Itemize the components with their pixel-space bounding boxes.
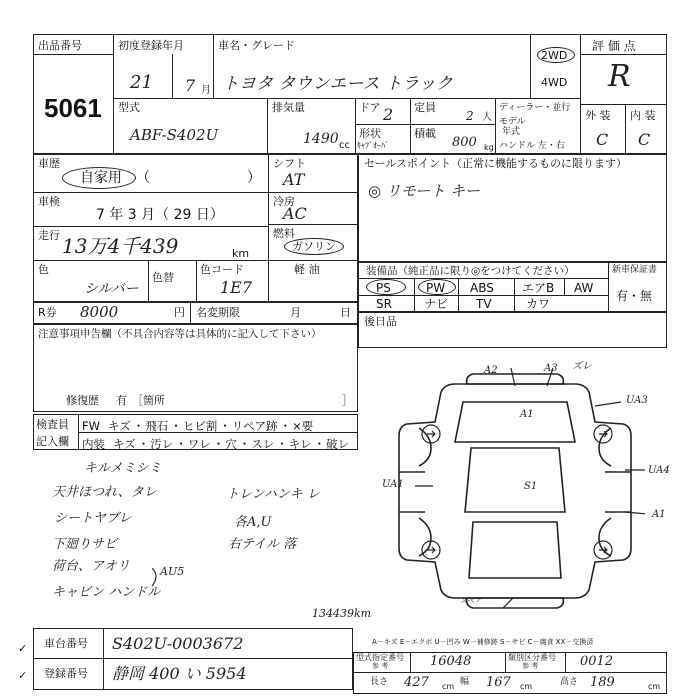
equip-tv: TV	[476, 297, 492, 311]
displacement-label: 排気量	[272, 101, 305, 114]
length-value: 427	[404, 675, 429, 690]
lot-number: 5061	[44, 93, 102, 123]
inspector-item: ×要	[292, 419, 314, 433]
drive-2wd: 2WD	[541, 49, 568, 62]
chassis-label: 車台番号	[44, 637, 88, 650]
first-reg-label: 初度登録年月	[118, 39, 184, 52]
inspector-item: FW	[82, 419, 100, 433]
drive-4wd: 4WD	[541, 76, 568, 89]
handwritten-note: 右テイル 落	[228, 537, 297, 552]
color-label: 色	[38, 263, 49, 276]
rating-value: R	[608, 59, 631, 94]
inspector-item: ・	[132, 419, 145, 433]
height-unit: cm	[648, 682, 661, 691]
month-suffix: 月	[201, 85, 211, 96]
inspector-item: ・	[279, 419, 292, 433]
type-code-sub: 参 考	[372, 662, 389, 670]
vehicle-diagram	[385, 362, 645, 622]
handwritten-note: 荷台、アオリ	[52, 559, 130, 574]
inspector-item: ・	[238, 437, 251, 451]
load-label: 積載	[414, 127, 436, 140]
sales-label: セールスポイント（正常に機能するものに限ります）	[364, 157, 628, 170]
color-change-label: 色替	[152, 271, 174, 284]
damage-mark: UA3	[626, 395, 648, 406]
equip-ps: PS	[376, 281, 391, 295]
check-mark-2: ✓	[18, 669, 28, 682]
doors-value: 2	[383, 105, 394, 124]
handwritten-note: キャビン ハンドル	[52, 585, 161, 600]
body-type: ｷｬﾌﾞｵｰﾊﾞ	[357, 141, 389, 150]
load-value: 800	[452, 135, 477, 150]
fuel-alt: 軽 油	[294, 263, 320, 276]
width-label: 幅	[460, 677, 470, 687]
rear-item-block	[358, 312, 667, 348]
chassis-value: S402U-0003672	[112, 634, 244, 653]
bracket-mark	[148, 562, 178, 592]
inspector-item: 穴	[225, 437, 237, 451]
inspector-item: リペア跡	[231, 419, 278, 433]
exterior-grade: C	[596, 130, 609, 149]
reg-month: 7	[185, 76, 196, 95]
model-label: 型式	[118, 101, 140, 114]
capacity-label: 定員	[414, 101, 436, 114]
height-label: 高さ	[560, 677, 579, 687]
warranty-value: 有・無	[616, 289, 653, 303]
damage-mark: A3	[544, 363, 558, 374]
damage-mark: スペア	[460, 597, 481, 605]
inspector-item: 汚レ	[150, 437, 174, 451]
inspector-item: ・	[170, 419, 182, 433]
repair-place: ［箇所	[132, 394, 165, 407]
inspector-item: ・	[313, 437, 326, 451]
displacement-value: 1490	[303, 131, 339, 147]
inspector-item: 飛石	[145, 419, 169, 433]
equip-pw: PW	[426, 281, 446, 295]
length-unit: cm	[442, 682, 455, 691]
history-paren-close: ）	[247, 170, 261, 186]
history-paren-open: （	[136, 170, 150, 186]
inspector-item: 内装	[82, 437, 105, 451]
width-value: 167	[486, 675, 511, 690]
inspector-item: ・	[175, 437, 187, 451]
color-value: シルバー	[84, 281, 139, 297]
check-mark-1: ✓	[18, 642, 28, 655]
class-code-label: 類別区分番号	[508, 653, 556, 662]
color-code-label: 色コード	[200, 263, 244, 276]
fuel-label: 燃料	[273, 227, 295, 240]
damage-mark: A2	[484, 365, 498, 376]
fuel-value: ガソリン	[292, 240, 336, 253]
length-label: 長さ	[370, 677, 389, 687]
interior-label: 内 装	[630, 109, 656, 122]
inspector-item: ヒビ割	[182, 419, 218, 433]
equip-sr: SR	[376, 297, 392, 311]
inspector-item: キズ	[113, 437, 136, 451]
inspector-item: ・	[137, 437, 150, 451]
inspector-item: スレ	[251, 437, 275, 451]
body-label: 形状	[359, 127, 381, 140]
handwritten-note: シートヤブレ	[54, 511, 132, 526]
equip-airbag: エアB	[522, 281, 555, 295]
handwritten-note: 天井ほつれ、タレ	[52, 485, 157, 500]
mileage-value: 13万4千439	[62, 234, 179, 258]
type-code-value: 16048	[430, 654, 472, 669]
equip-aw: AW	[574, 281, 594, 295]
inspector-item: キズ	[108, 419, 131, 433]
damage-mark: ズレ	[572, 361, 592, 372]
reg-year: 21	[130, 72, 153, 93]
repair-label: 修復歴	[66, 394, 99, 407]
lot-label: 出品番号	[38, 39, 82, 52]
handwritten-note: キルメミシミ	[84, 461, 162, 476]
interior-grade: C	[638, 130, 651, 149]
month-label: 月	[290, 306, 301, 319]
mileage-label: 走行	[38, 229, 60, 242]
damage-mark: UA1	[382, 479, 404, 490]
width-unit: cm	[520, 682, 533, 691]
inspector-row-1	[82, 418, 315, 434]
recycle-unit: 円	[174, 306, 185, 319]
door-label: ドア	[359, 101, 381, 114]
height-value: 189	[590, 675, 615, 690]
inspector-item: ・	[276, 437, 288, 451]
aircon-label: 冷房	[273, 195, 295, 208]
repair-place-close: ］	[342, 394, 353, 407]
inspection-label: 車検	[38, 195, 60, 208]
inspector-item: ・	[212, 437, 225, 451]
capacity-unit: 人	[482, 112, 492, 123]
handwritten-note: 下廻りサビ	[52, 537, 118, 552]
mileage-unit: km	[232, 247, 250, 260]
history-label: 車歴	[38, 157, 60, 170]
odometer-note: 134439km	[312, 607, 372, 620]
shift-value: AT	[283, 170, 305, 189]
inspection-value: 7 年 3 月（ 29 日）	[96, 207, 224, 223]
recycle-label: R券	[38, 306, 57, 319]
recycle-value: 8000	[80, 303, 119, 321]
rating-label: 評 価 点	[592, 39, 636, 53]
name-change-label: 名変期限	[196, 306, 240, 319]
inspector-row-2	[82, 436, 351, 452]
aircon-value: AC	[283, 204, 307, 223]
inspector-label-2: 記入欄	[36, 435, 69, 448]
handwritten-note: トレンハンキ レ	[226, 487, 320, 502]
plate-label: 登録番号	[44, 667, 88, 680]
equip-leather: カワ	[526, 297, 551, 311]
equip-navi: ナビ	[424, 297, 449, 311]
handwritten-note: 各A,U	[234, 515, 272, 530]
color-code-value: 1E7	[220, 278, 253, 297]
model-value: ABF-S402U	[130, 126, 219, 144]
equipment-label: 装備品（純正品に限り◎をつけてください）	[366, 265, 575, 277]
history-value: 自家用	[80, 170, 122, 186]
inspector-item: キレ	[288, 437, 312, 451]
new-car-label: 新車保証書	[612, 265, 658, 275]
inspector-item: ・	[219, 419, 231, 433]
sales-points: ◎ リモート キー	[368, 182, 481, 200]
shift-label: シフト	[273, 157, 306, 170]
model-year-label-1: モデル	[499, 117, 526, 127]
capacity-value: 2	[466, 109, 474, 123]
car-name: トヨタ タウンエース トラック	[222, 74, 453, 94]
repair-value: 有	[116, 394, 127, 407]
class-code-value: 0012	[580, 654, 614, 669]
handle-label: ハンドル 左・右	[499, 141, 565, 151]
day-label: 日	[340, 306, 351, 319]
car-grade-label: 車名・グレード	[218, 39, 295, 52]
damage-mark: A1	[652, 509, 666, 520]
inspector-label-1: 検査員	[36, 418, 69, 431]
sales-block	[358, 154, 667, 262]
inspector-item: 破レ	[326, 437, 350, 451]
displacement-unit: cc	[339, 140, 350, 151]
exterior-label: 外 装	[585, 109, 611, 122]
type-code-label: 型式指定番号	[356, 653, 404, 662]
damage-mark: S1	[524, 481, 538, 492]
damage-mark: UA4	[648, 465, 670, 476]
model-year-label-2: 年式	[502, 127, 521, 137]
notes-label: 注意事項申告欄（不具合内容等は具体的に記入して下さい）	[38, 328, 322, 340]
inspector-item: ワレ	[187, 437, 211, 451]
class-code-sub: 参 考	[522, 662, 539, 670]
rear-item-label: 後日品	[364, 315, 397, 328]
damage-legend: A－キズ E－エクボ U－凹み W－補修跡 S－サビ C－腐食 XX－交換済	[372, 638, 594, 646]
plate-value: 静岡 400 い 5954	[112, 664, 247, 683]
damage-mark: A1	[520, 409, 534, 420]
equip-abs: ABS	[470, 281, 494, 295]
dealer-label: ディーラー・並行	[499, 103, 571, 113]
handwritten-aux: AU5	[160, 565, 185, 578]
load-unit: kg	[484, 143, 494, 152]
